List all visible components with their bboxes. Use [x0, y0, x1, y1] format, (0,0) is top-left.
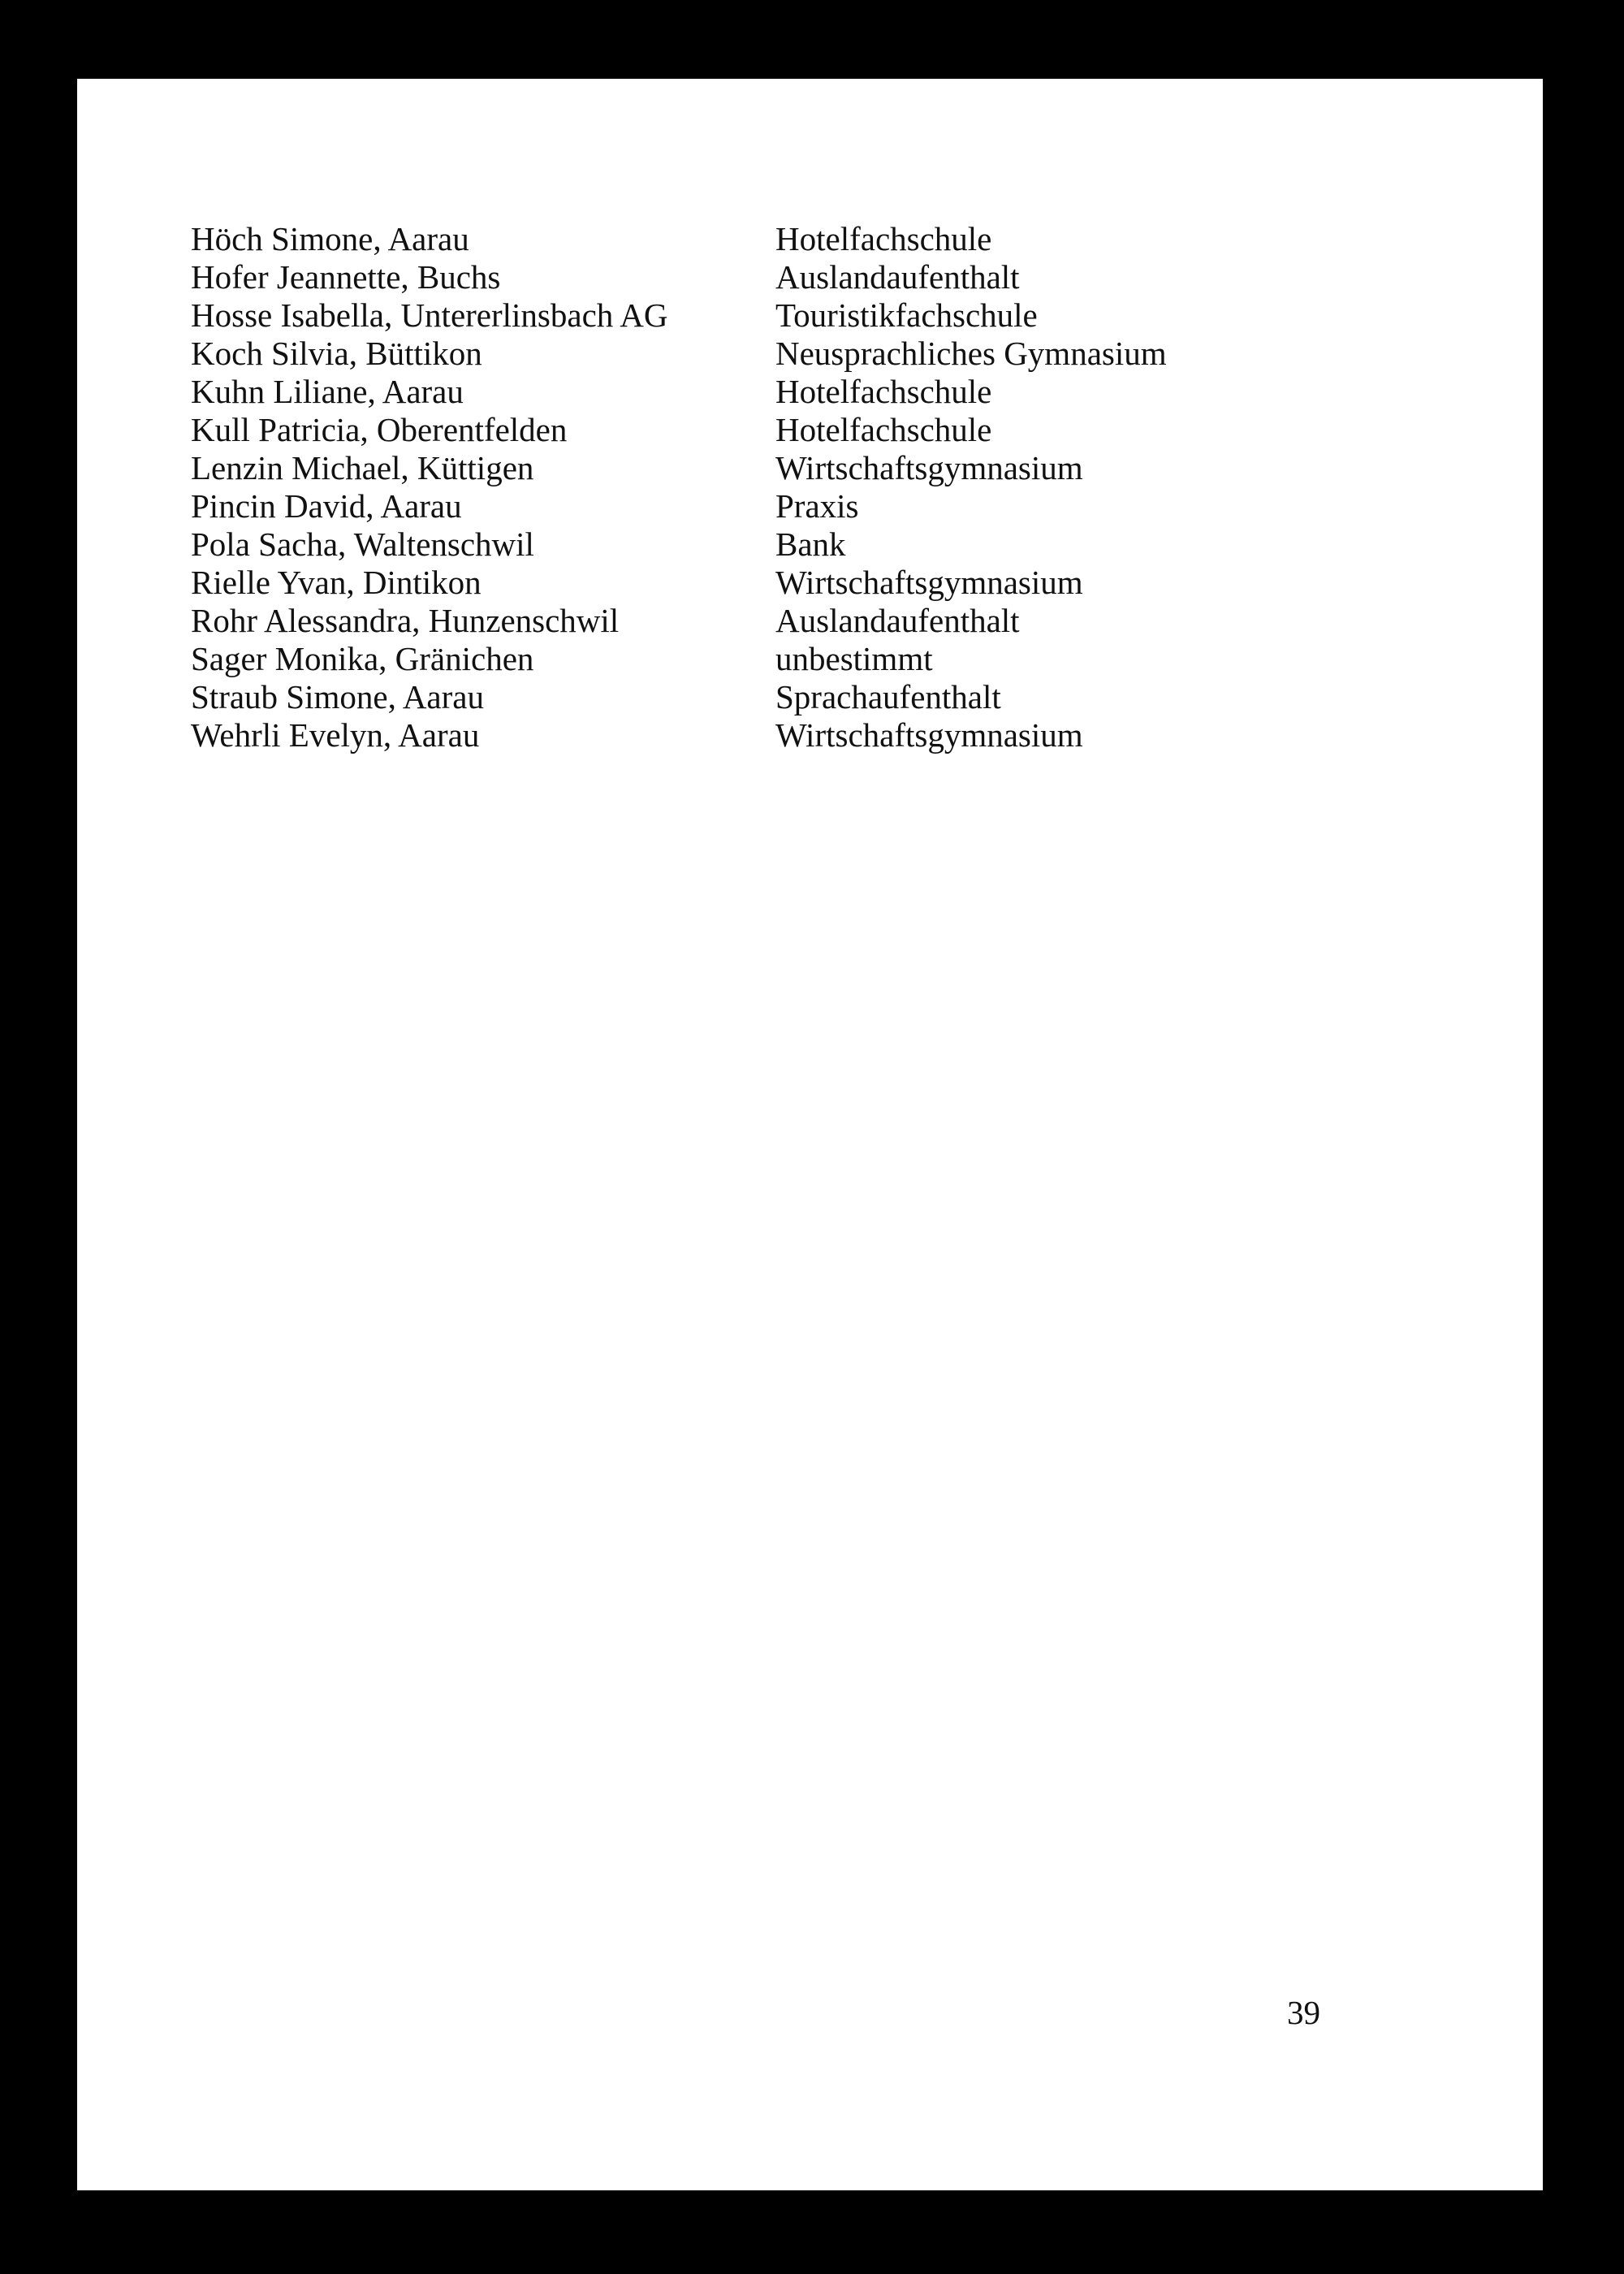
entry-name: Straub Simone, Aarau	[191, 678, 484, 715]
list-item	[191, 602, 1425, 640]
list-item	[191, 258, 1425, 296]
entry-destination: Bank	[775, 525, 846, 563]
entry-name: Kull Patricia, Oberentfelden	[191, 411, 568, 448]
list-item	[191, 525, 1425, 564]
entry-name: Lenzin Michael, Küttigen	[191, 449, 534, 486]
list-item	[191, 296, 1425, 335]
entry-name: Koch Silvia, Büttikon	[191, 335, 482, 372]
entry-destination: unbestimmt	[775, 640, 933, 677]
entry-name: Hosse Isabella, Untererlinsbach AG	[191, 296, 668, 334]
list-item	[191, 335, 1425, 373]
entry-destination: Hotelfachschule	[775, 220, 992, 257]
entry-name: Rielle Yvan, Dintikon	[191, 564, 482, 601]
entry-name: Hofer Jeannette, Buchs	[191, 258, 501, 296]
entry-destination: Wirtschaftsgymnasium	[775, 716, 1083, 754]
entry-destination: Auslandaufenthalt	[775, 602, 1020, 639]
list-item	[191, 640, 1425, 678]
entry-destination: Hotelfachschule	[775, 411, 992, 448]
list-item	[191, 564, 1425, 602]
entry-destination: Wirtschaftsgymnasium	[775, 564, 1083, 601]
entry-destination: Neusprachliches Gymnasium	[775, 335, 1167, 372]
entry-name: Sager Monika, Gränichen	[191, 640, 534, 677]
entry-destination: Sprachaufenthalt	[775, 678, 1001, 715]
list-item	[191, 373, 1425, 411]
entry-list	[191, 220, 1425, 754]
entry-name: Pola Sacha, Waltenschwil	[191, 525, 534, 563]
list-item	[191, 449, 1425, 487]
entry-name: Höch Simone, Aarau	[191, 220, 469, 257]
entry-destination: Hotelfachschule	[775, 373, 992, 410]
list-item	[191, 678, 1425, 716]
list-item	[191, 220, 1425, 258]
entry-destination: Praxis	[775, 487, 859, 525]
entry-destination: Wirtschaftsgymnasium	[775, 449, 1083, 486]
entry-name: Kuhn Liliane, Aarau	[191, 373, 464, 410]
list-item	[191, 716, 1425, 754]
list-item	[191, 487, 1425, 525]
entry-name: Rohr Alessandra, Hunzenschwil	[191, 602, 620, 639]
page-number: 39	[1287, 1994, 1320, 2031]
entry-destination: Touristikfachschule	[775, 296, 1038, 334]
entry-name: Wehrli Evelyn, Aarau	[191, 716, 480, 754]
entry-destination: Auslandaufenthalt	[775, 258, 1020, 296]
list-item	[191, 411, 1425, 449]
entry-name: Pincin David, Aarau	[191, 487, 462, 525]
document-page	[77, 79, 1543, 2190]
